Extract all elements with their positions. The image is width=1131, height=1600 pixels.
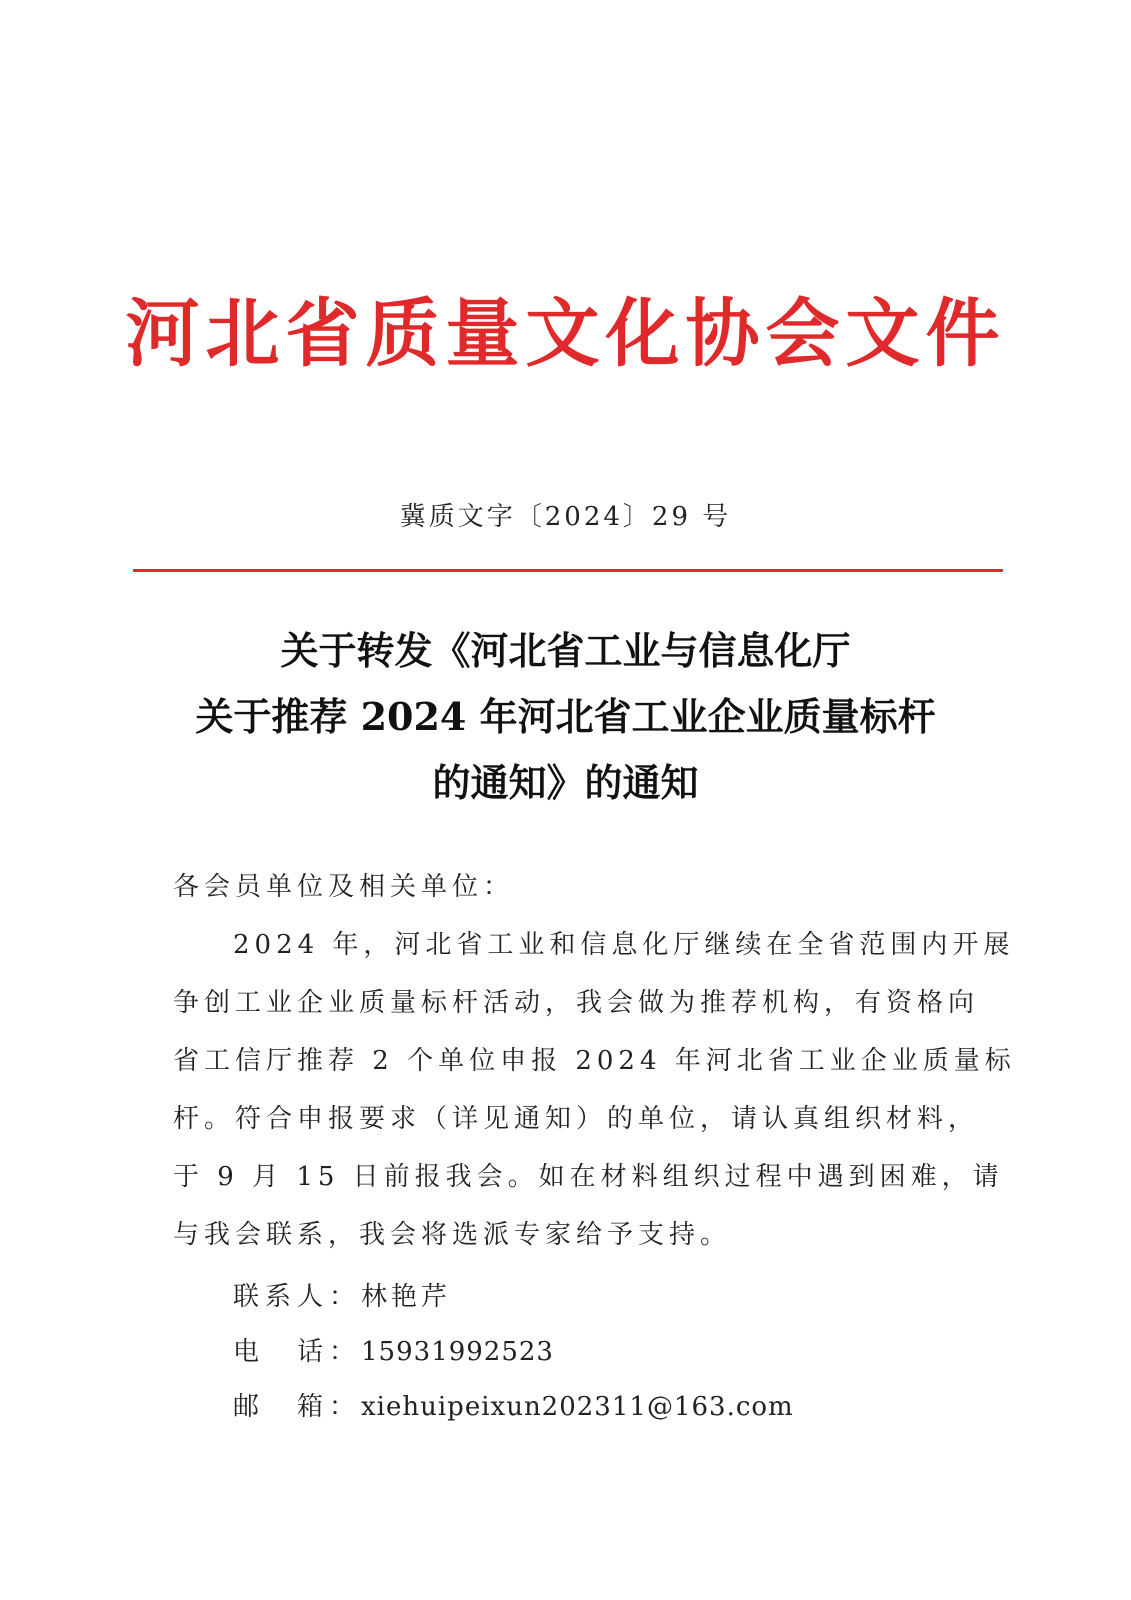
document-number: 冀质文字〔2024〕29 号 bbox=[399, 502, 732, 532]
contact-phone bbox=[233, 1331, 554, 1368]
title-line: 关于转发《河北省工业与信息化厅 bbox=[280, 628, 851, 673]
contact-person bbox=[233, 1276, 451, 1313]
paragraph-line: 2024 年，河北省工业和信息化厅继续在全省范围内开展 bbox=[233, 930, 1015, 960]
paragraph-line: 杆。符合申报要求（详见通知）的单位，请认真组织材料， bbox=[173, 1104, 980, 1134]
contact-email-label: 邮 箱： bbox=[233, 1392, 362, 1422]
paragraph-line: 省工信厅推荐 2 个单位申报 2024 年河北省工业企业质量标 bbox=[173, 1046, 1016, 1076]
contact-email bbox=[233, 1386, 794, 1423]
contact-person-label: 联系人： bbox=[233, 1282, 362, 1312]
contact-person-value: 林艳芹 bbox=[361, 1282, 452, 1312]
paragraph-line: 与我会联系，我会将选派专家给予支持。 bbox=[173, 1220, 732, 1250]
org-header-title: 河北省质量文化协会文件 bbox=[125, 291, 1006, 377]
contact-phone-value: 15931992523 bbox=[361, 1337, 554, 1367]
paragraph-line: 争创工业企业质量标杆活动，我会做为推荐机构，有资格向 bbox=[173, 988, 980, 1018]
salutation: 各会员单位及相关单位： bbox=[173, 872, 515, 902]
contact-phone-label: 电 话： bbox=[233, 1337, 362, 1367]
paragraph-line: 于 9 月 15 日前报我会。如在材料组织过程中遇到困难，请 bbox=[173, 1162, 1004, 1192]
title-line: 的通知》的通知 bbox=[432, 760, 699, 805]
title-line: 关于推荐 2024 年河北省工业企业质量标杆 bbox=[195, 694, 936, 739]
contact-email-value[interactable]: xiehuipeixun202311@163.com bbox=[361, 1392, 794, 1422]
